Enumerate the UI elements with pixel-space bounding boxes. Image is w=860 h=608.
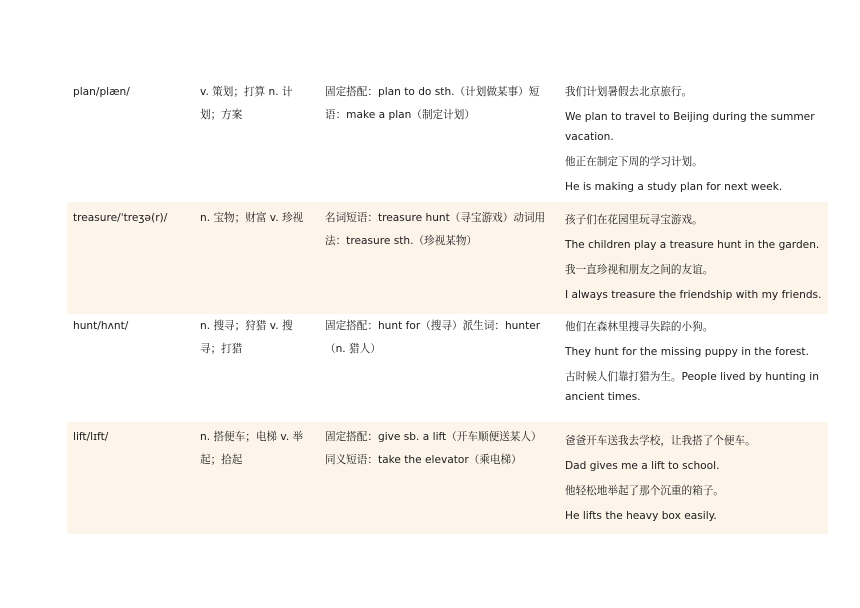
example-sentence: They hunt for the missing puppy in the forest.	[565, 346, 809, 358]
example-sentence: 他正在制定下周的学习计划。	[565, 156, 703, 168]
examples-cell	[565, 210, 823, 310]
example-sentence: 古时候人们靠打猎为生。People lived by hunting in ancient times.	[565, 371, 819, 403]
table-row	[67, 78, 828, 202]
vocabulary-table	[67, 78, 828, 534]
example-sentence: I always treasure the friendship with my friends.	[565, 289, 822, 301]
word-cell: plan/plæn/	[73, 86, 130, 98]
word-cell: treasure/ˈtreʒə(r)/	[73, 212, 168, 224]
meaning-cell: n. 搭便车；电梯 v. 举起；拾起	[200, 431, 304, 466]
word-cell: lift/lɪft/	[73, 431, 109, 443]
meaning-cell: v. 策划；打算 n. 计划；方案	[200, 86, 293, 121]
usage-cell: 固定搭配：hunt for（搜寻）派生词：hunter（n. 猎人）	[325, 320, 541, 355]
example-sentence: 孩子们在花园里玩寻宝游戏。	[565, 214, 703, 226]
meaning-cell: n. 搜寻；狩猎 v. 搜寻；打猎	[200, 320, 293, 355]
meaning-cell: n. 宝物；财富 v. 珍视	[200, 212, 304, 224]
word-cell: hunt/hʌnt/	[73, 320, 129, 332]
usage-cell: 固定搭配：plan to do sth.（计划做某事）短语：make a plan（制定计划）	[325, 86, 540, 121]
example-sentence: 爸爸开车送我去学校，让我搭了个便车。	[565, 435, 756, 447]
example-sentence: We plan to travel to Beijing during the summer vacation.	[565, 111, 815, 143]
example-sentence: The children play a treasure hunt in the garden.	[565, 239, 820, 251]
example-sentence: He lifts the heavy box easily.	[565, 510, 717, 522]
example-sentence: 我们计划暑假去北京旅行。	[565, 86, 693, 98]
table-row	[67, 422, 828, 534]
examples-cell	[565, 431, 823, 531]
usage-cell: 名词短语：treasure hunt（寻宝游戏）动词用法：treasure sth.（珍视某物）	[325, 212, 546, 247]
example-sentence: Dad gives me a lift to school.	[565, 460, 720, 472]
usage-cell: 固定搭配：give sb. a lift（开车顺便送某人）同义短语：take the elevator（乘电梯）	[325, 431, 542, 466]
example-sentence: 他们在森林里搜寻失踪的小狗。	[565, 321, 714, 333]
example-sentence: 我一直珍视和朋友之间的友谊。	[565, 264, 714, 276]
example-sentence: He is making a study plan for next week.	[565, 181, 783, 193]
table-row	[67, 314, 828, 422]
table-row	[67, 202, 828, 314]
examples-cell	[565, 317, 823, 412]
examples-cell	[565, 82, 823, 202]
example-sentence: 他轻松地举起了那个沉重的箱子。	[565, 485, 724, 497]
